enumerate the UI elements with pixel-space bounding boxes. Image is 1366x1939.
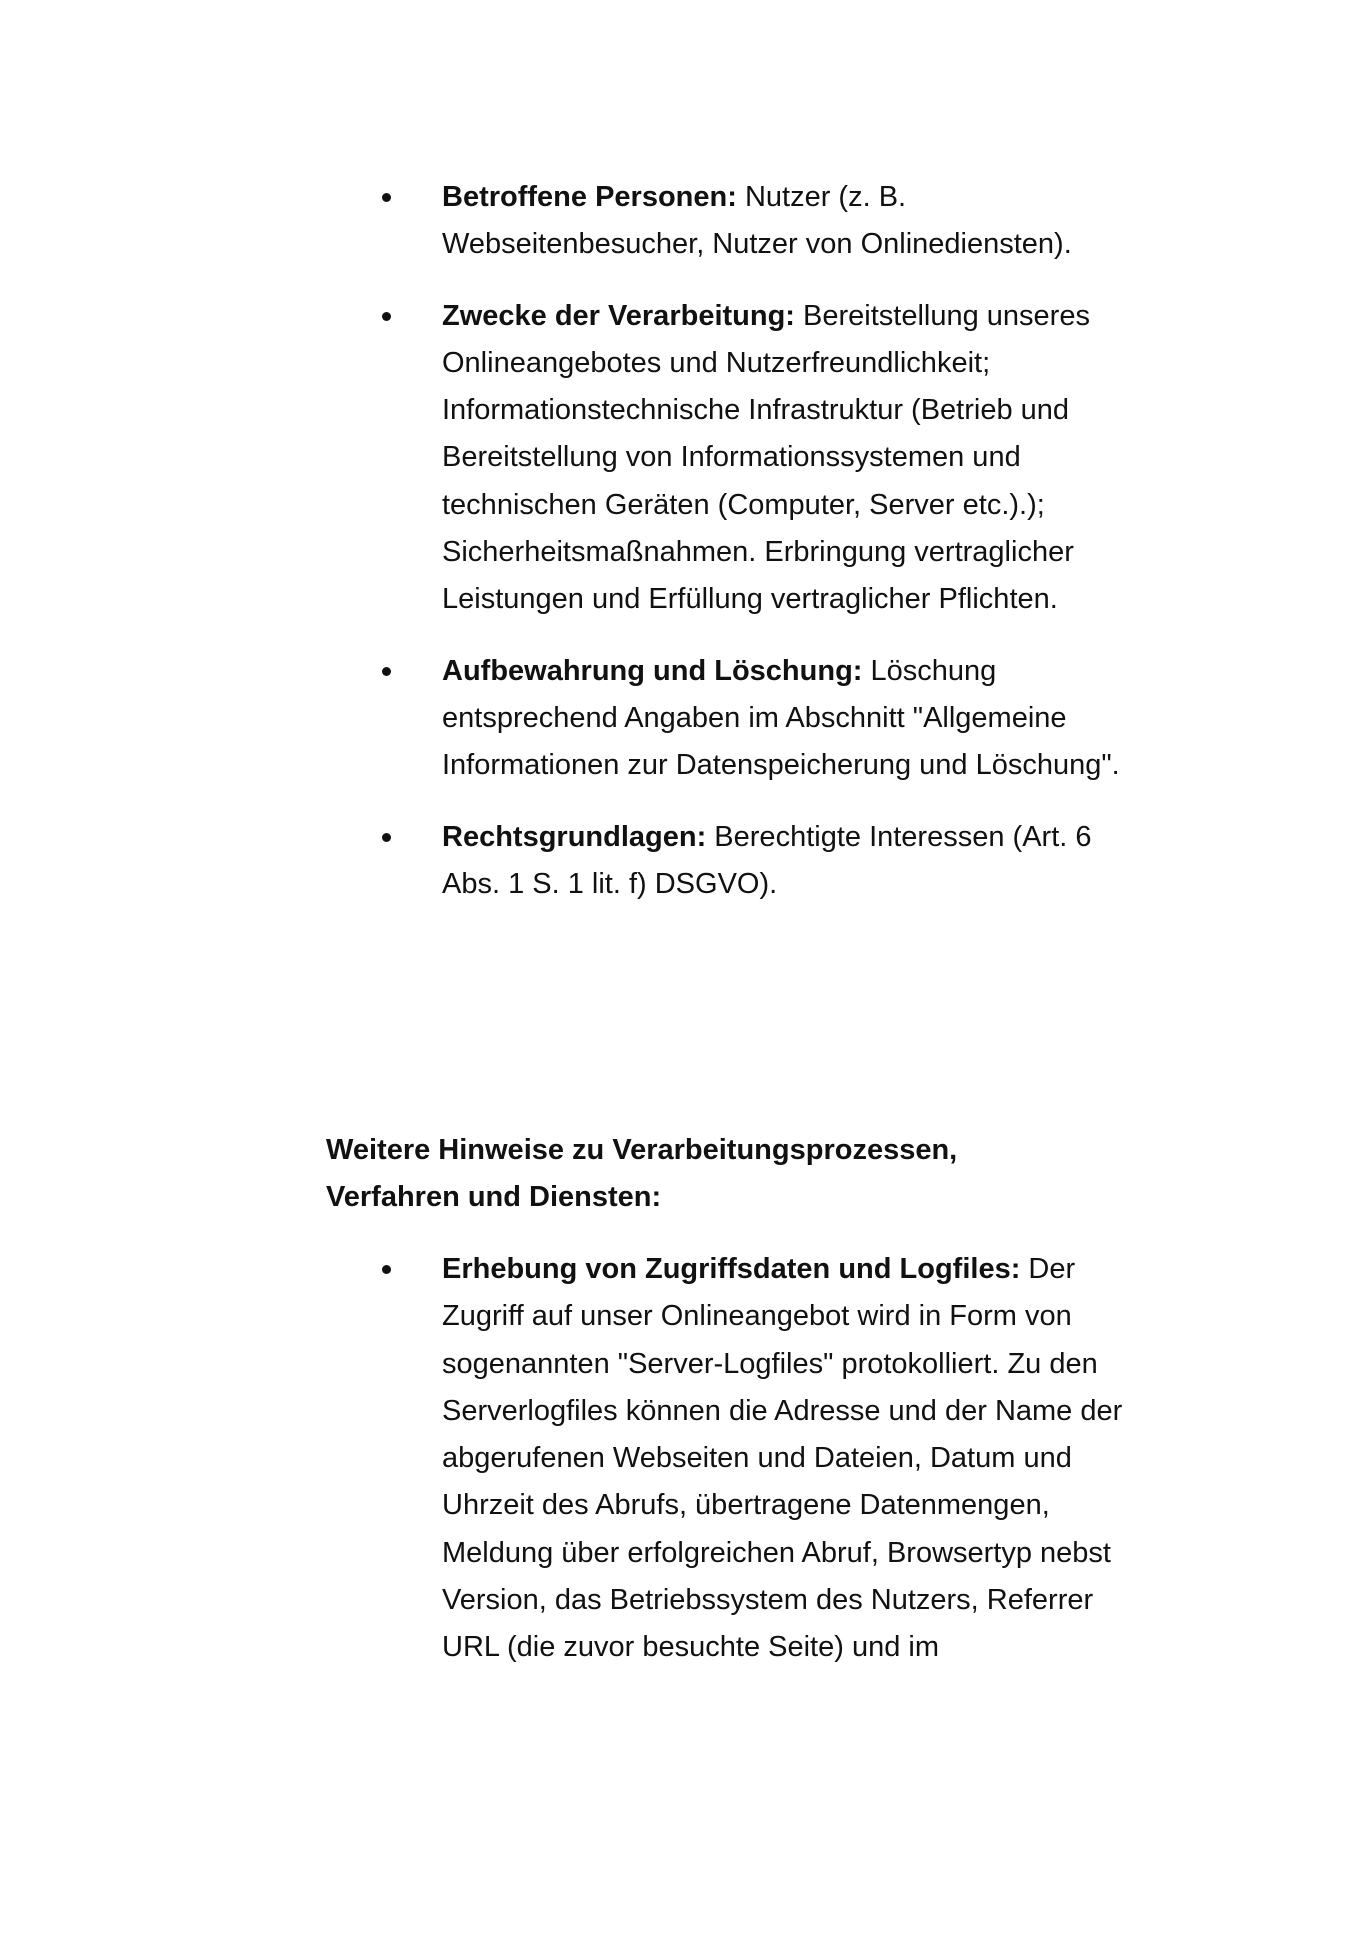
item-lead: Erhebung von Zugriffsdaten und Logfiles: xyxy=(442,1253,1021,1285)
bullet-icon xyxy=(382,193,391,202)
bullet-icon xyxy=(382,312,391,321)
bullet-icon xyxy=(382,833,391,842)
item-lead: Betroffene Personen: xyxy=(442,181,737,213)
item-text: Nutzer (z. B. Webseitenbesucher, Nutzer von Onlinediensten). xyxy=(442,181,1072,261)
list-item xyxy=(382,1246,1142,1672)
list-item xyxy=(382,293,1142,624)
bullet-icon xyxy=(382,667,391,676)
processing-list xyxy=(382,1246,1142,1696)
item-lead: Aufbewahrung und Löschung: xyxy=(442,654,863,687)
item-lead: Zwecke der Verarbeitung: xyxy=(442,299,795,332)
list-item xyxy=(382,814,1142,909)
item-text: Löschung entsprechend Angaben im Abschnitt "Allgemeine Informationen zur Datenspeicherung und Löschung". xyxy=(442,654,1120,782)
item-text: Berechtigte Interessen (Art. 6 Abs. 1 S. 1 lit. f) DSGVO). xyxy=(442,820,1092,900)
section-heading: Weitere Hinweise zu Verarbeitungsprozessen, Verfahren und Diensten: xyxy=(326,1134,958,1213)
item-text: Der Zugriff auf unser Onlineangebot wird in Form von sogenannten "Server-Logfiles" protokolliert. Zu den Serverlogfiles können die Adresse und der Name der abgerufenen Webseiten und Dateien, Datum und Uhrzeit des Abrufs, übertragene Datenmengen, Meldung über erfolgreichen Abruf, Browsertyp nebst Version, das Betriebssystem des Nutzers, Referrer URL (die zuvor besuchte Seite) und im xyxy=(442,1253,1123,1664)
item-lead: Rechtsgrundlagen: xyxy=(442,820,707,853)
bullet-icon xyxy=(382,1265,391,1274)
item-text: Bereitstellung unseres Onlineangebotes und Nutzerfreundlichkeit; Informationstechnische Infrastruktur (Betrieb und Bereitstellung von Informationssystemen und technischen Geräten (Computer, Server etc.).); Sicherheitsmaßnahmen. Erbringung vertraglicher Leistungen und Erfüllung vertraglicher Pflichten. xyxy=(442,299,1090,616)
purpose-list xyxy=(382,174,1142,932)
list-item xyxy=(382,648,1142,790)
list-item xyxy=(382,174,1142,269)
